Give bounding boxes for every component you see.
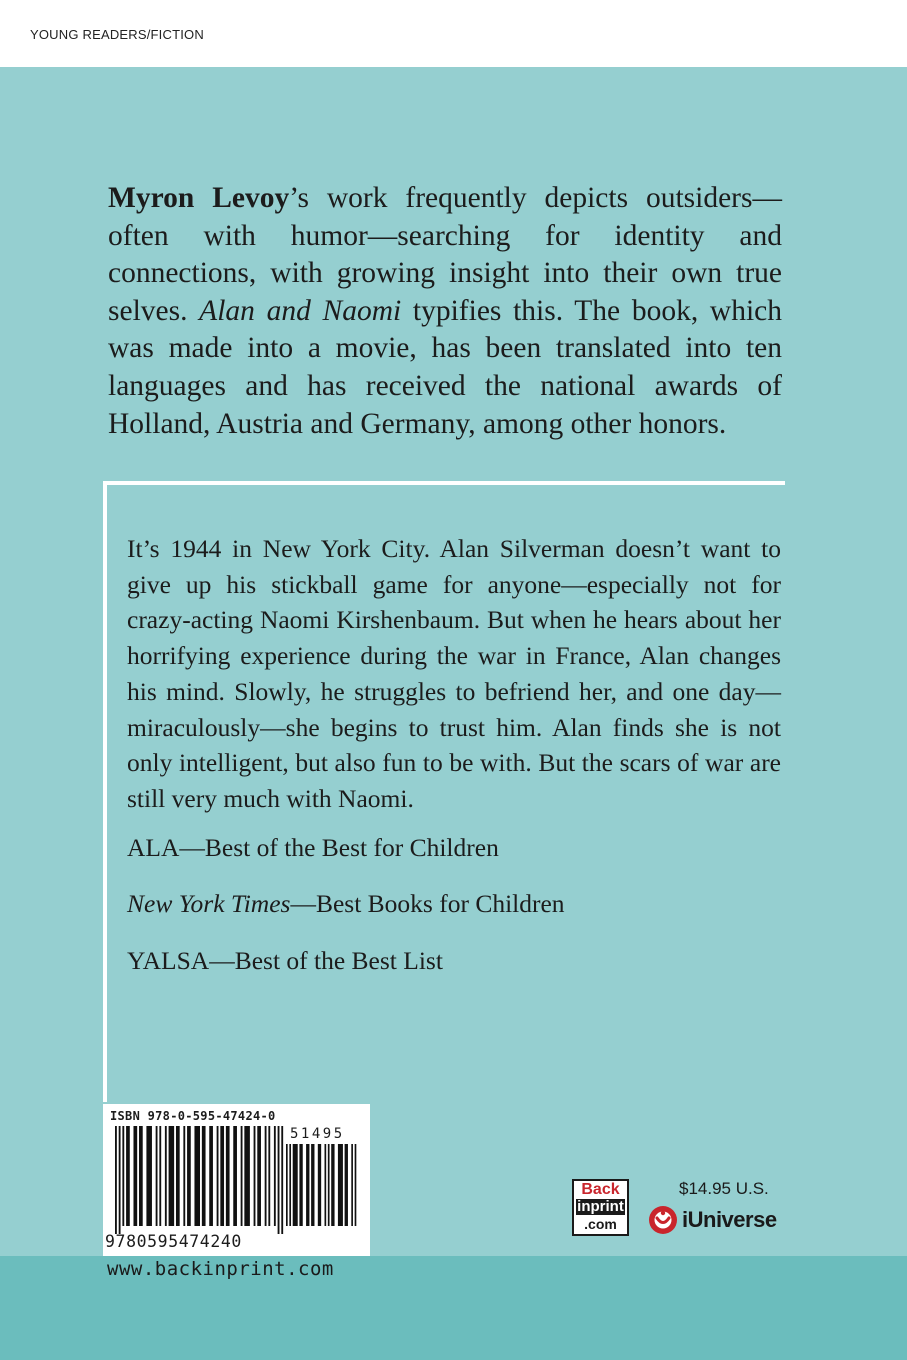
barcode-bar	[244, 1126, 250, 1226]
backinprint-logo	[572, 1179, 629, 1236]
award-source: New York Times	[127, 889, 291, 918]
barcode-bar	[278, 1126, 280, 1234]
barcode-bar	[122, 1126, 124, 1226]
barcode-bar	[328, 1144, 330, 1226]
barcode-bar	[345, 1144, 348, 1226]
author-blurb-text-2: typifies this. The book, which was made into a movie, has been translated into ten languages and has received the national awards of Holland, Austria and Germany, among other honors.	[108, 294, 782, 440]
barcode-bar	[139, 1126, 143, 1226]
synopsis: It’s 1944 in New York City. Alan Silverman doesn’t want to give up his stickball game for anyone—especially not for crazy-acting Naomi Kirshenbaum. But when he hears about her horrifying experience during the war in France, Alan changes his mind. Slowly, he struggles to befriend her, and one day—miraculously—she begins to trust him. Alan finds she is not only intelligent, but also fun to be with. But the scars of war are still very much with Naomi.	[127, 534, 781, 813]
barcode-bar	[281, 1126, 283, 1234]
ean-barcode	[115, 1126, 285, 1236]
barcode-bar	[265, 1126, 267, 1226]
price-code: 51495	[290, 1126, 345, 1142]
frame-left-rule	[103, 481, 107, 1102]
barcode-box	[103, 1104, 370, 1256]
barcode-bar	[156, 1126, 158, 1226]
barcode-bar	[183, 1126, 185, 1226]
barcode-bar	[226, 1126, 230, 1226]
barcode-bar	[338, 1144, 343, 1226]
barcode-bar	[187, 1126, 191, 1226]
barcode-bar	[351, 1144, 353, 1226]
barcode-bar	[159, 1126, 161, 1226]
iuniverse-logo	[648, 1204, 788, 1236]
author-name: Myron Levoy	[108, 182, 290, 214]
barcode-bar	[133, 1126, 137, 1226]
barcode-bar	[169, 1126, 175, 1226]
barcode-bar	[286, 1144, 288, 1226]
barcode-bar	[146, 1126, 152, 1226]
barcode-bar	[217, 1126, 219, 1226]
barcode-bar	[241, 1126, 243, 1226]
award-text: —Best Books for Children	[290, 889, 565, 918]
award-nyt	[127, 889, 565, 919]
barcode-bar	[257, 1126, 261, 1226]
barcode-bar	[126, 1126, 130, 1226]
author-blurb-text-1: ’s work frequently depicts outsiders—often with humor—searching for identity and connections, with growing insight into their own true selves.	[108, 182, 782, 327]
award-text: —Best of the Best List	[209, 946, 443, 975]
logo-line-com: .com	[584, 1216, 617, 1232]
publisher-name: iUniverse	[682, 1207, 777, 1232]
book-title: Alan and Naomi	[199, 294, 402, 327]
barcode-bar	[311, 1144, 314, 1226]
barcode-bar	[325, 1144, 327, 1226]
barcode-bar	[331, 1144, 334, 1226]
award-text: —Best of the Best for Children	[179, 833, 499, 862]
logo-line-back: Back	[581, 1181, 620, 1198]
award-yalsa	[127, 946, 443, 976]
barcode-bar	[355, 1144, 357, 1226]
barcode-bar	[220, 1126, 224, 1226]
barcode-bar	[176, 1126, 180, 1226]
barcode-bar	[233, 1126, 237, 1226]
barcode-bar	[268, 1126, 270, 1226]
barcode-bar	[274, 1126, 276, 1226]
barcode-bar	[119, 1126, 121, 1234]
barcode-bar	[254, 1126, 256, 1226]
award-ala	[127, 833, 499, 863]
barcode-bar	[306, 1144, 309, 1226]
barcode-bar	[165, 1126, 167, 1226]
barcode-bar	[299, 1144, 302, 1226]
barcode-bar	[115, 1126, 117, 1234]
author-blurb	[108, 180, 782, 443]
barcode-bar	[194, 1126, 200, 1226]
barcode-bar	[318, 1144, 321, 1226]
award-source: ALA	[127, 833, 180, 862]
website-url[interactable]: www.backinprint.com	[107, 1258, 334, 1280]
category-label: YOUNG READERS/FICTION	[30, 27, 204, 42]
ean-digits: 9780595474240	[105, 1232, 242, 1251]
addon-barcode	[286, 1144, 358, 1236]
iuniverse-icon	[648, 1205, 678, 1235]
award-source: YALSA	[127, 946, 210, 975]
isbn-label: ISBN 978-0-595-47424-0	[110, 1109, 276, 1123]
barcode-bar	[289, 1144, 291, 1226]
barcode-bar	[293, 1144, 298, 1226]
price: $14.95 U.S.	[679, 1179, 769, 1198]
frame-top-rule	[103, 481, 785, 485]
logo-line-inprint: inprint	[577, 1198, 624, 1215]
barcode-bar	[209, 1126, 213, 1226]
barcode-bar	[202, 1126, 206, 1226]
